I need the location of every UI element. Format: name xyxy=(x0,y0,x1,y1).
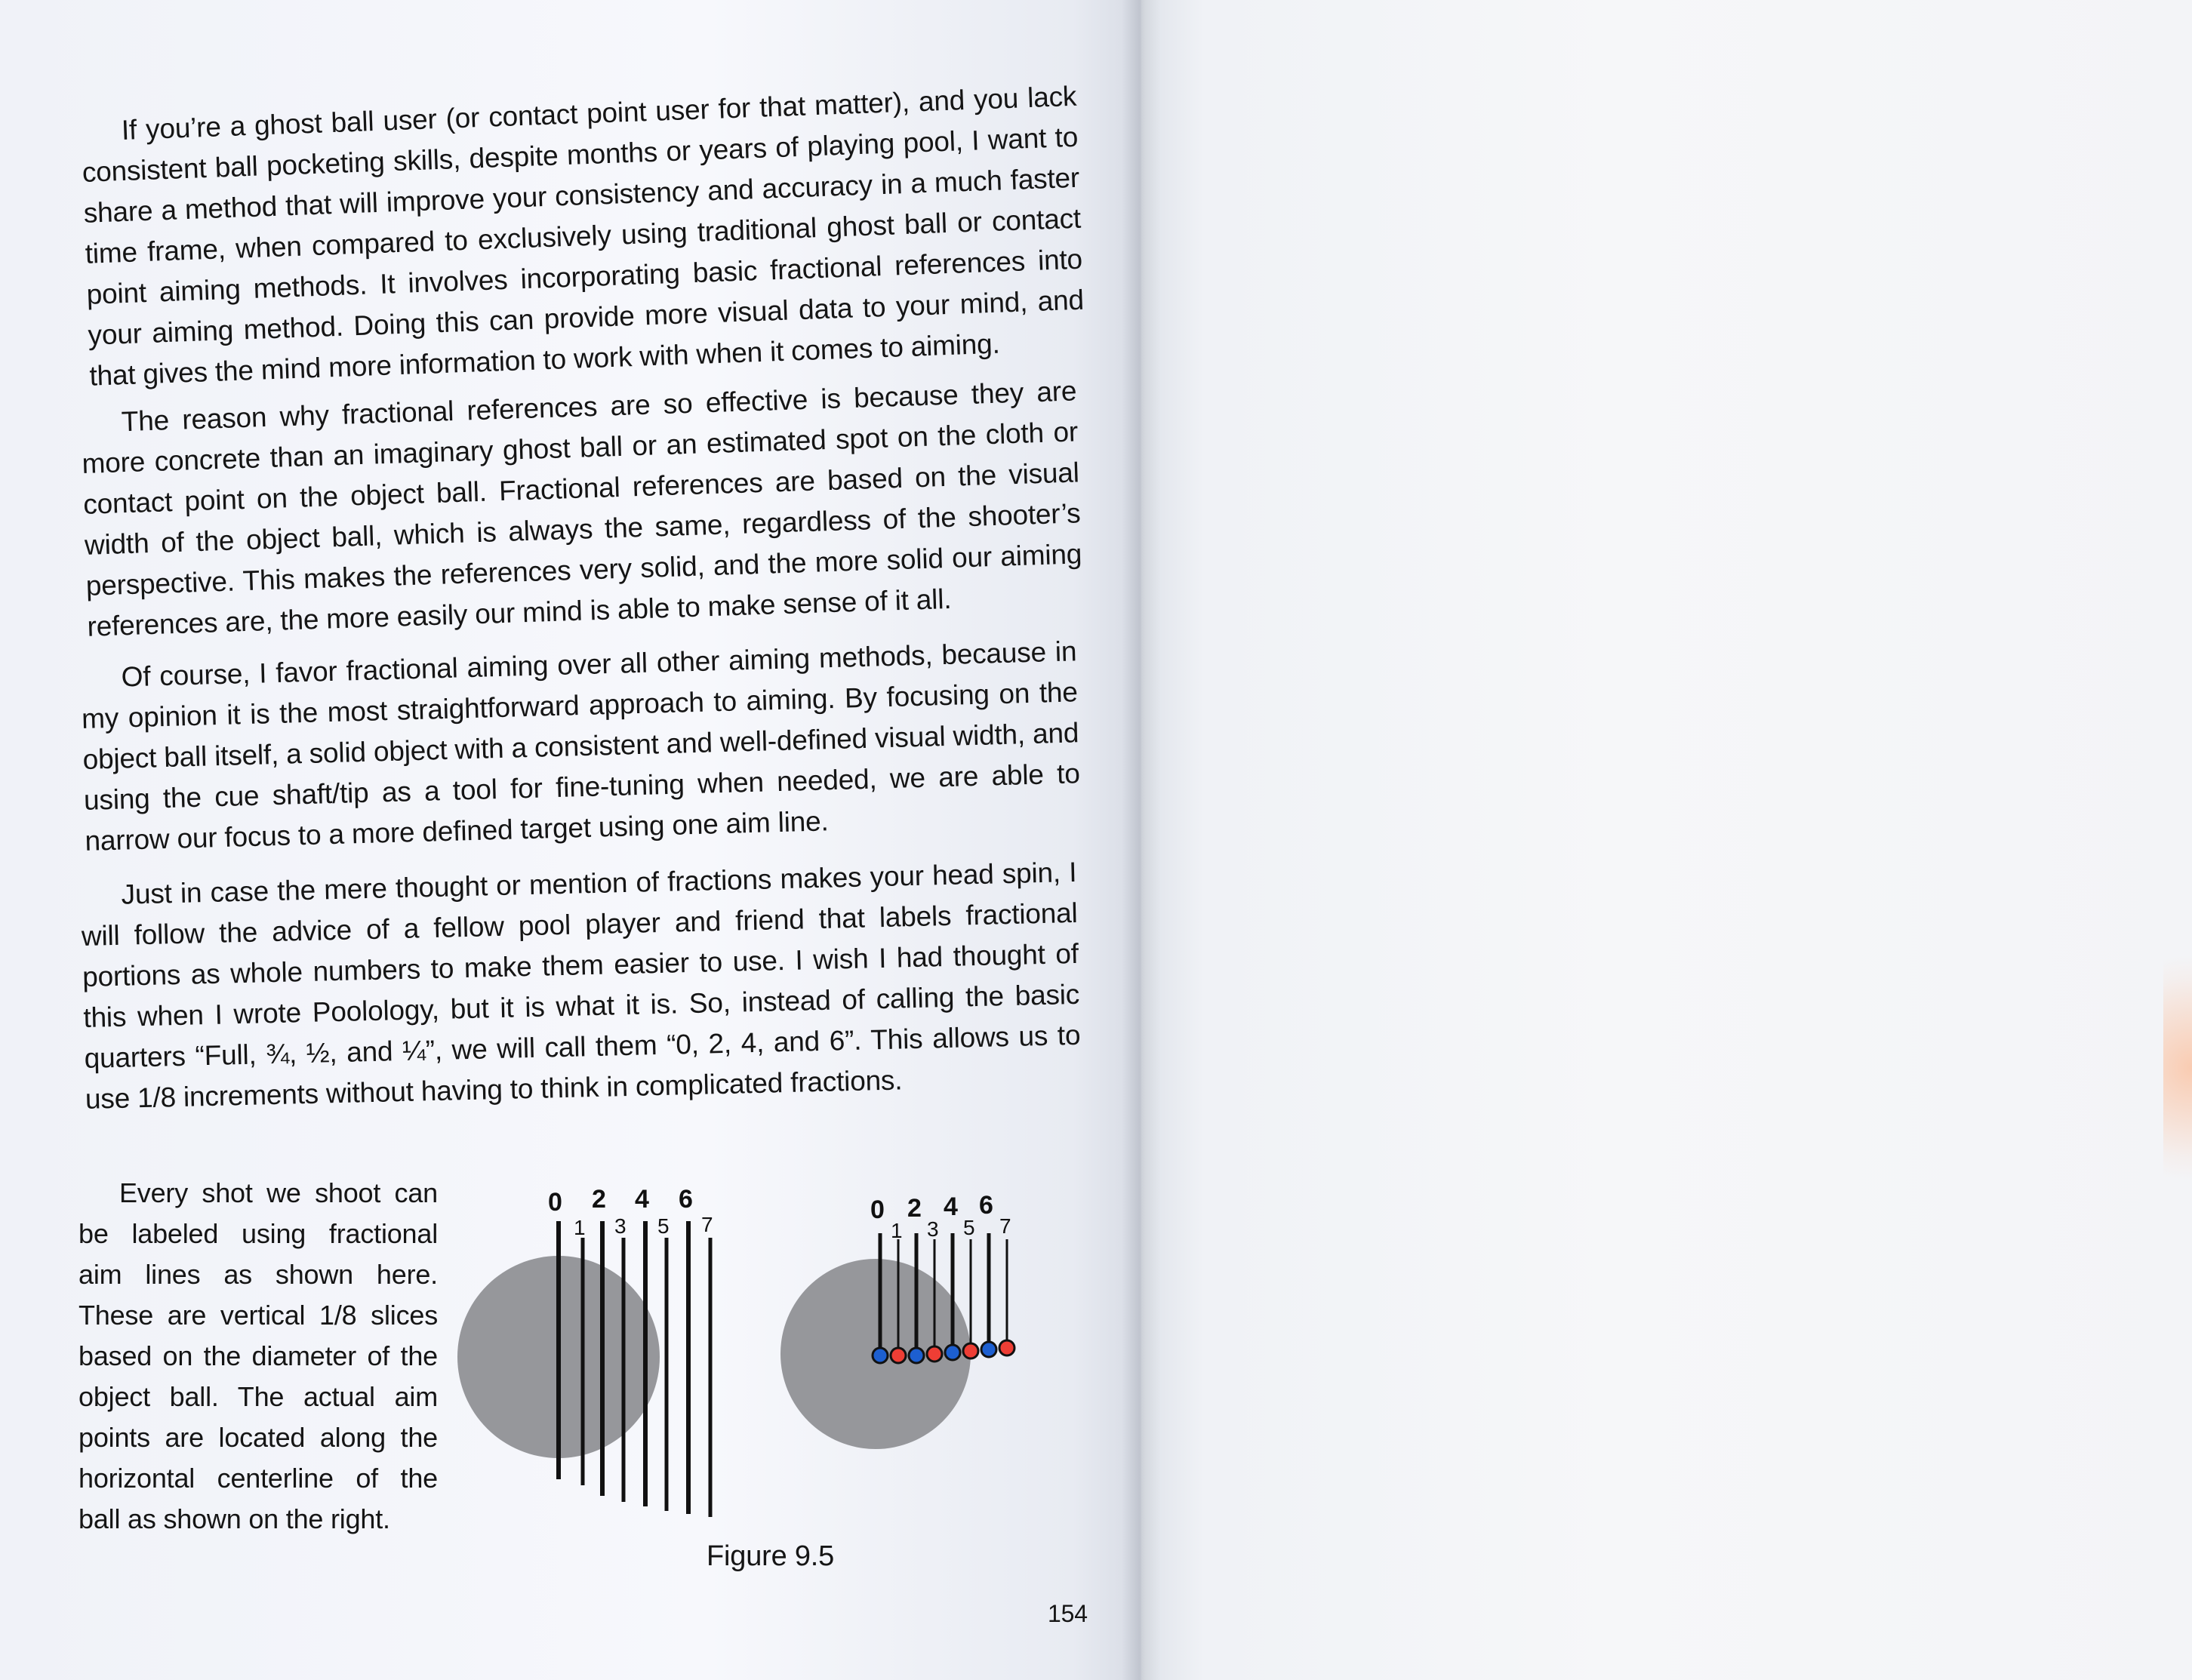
left-paragraph-2-text: The reason why fractional references are so effective is because they are more concrete than an imaginary ghost ball or an estimated spot on the cloth or contact point on the object ball. Fractional references are based on the visual width of the object ball, which is always the same, regardless of the shooter’s perspective. This makes the references very solid, and the more solid our aiming references are, the more easily our mind is able to make sense of it all. xyxy=(81,375,1082,642)
aim-point-6 xyxy=(981,1342,996,1357)
left-paragraph-1 xyxy=(80,76,1086,397)
right-minor-label-7: 7 xyxy=(999,1214,1011,1238)
figure-explanation xyxy=(79,1173,438,1540)
aim-point-2 xyxy=(909,1348,924,1363)
left-major-label-0: 0 xyxy=(548,1188,562,1217)
right-minor-label-3: 3 xyxy=(927,1217,939,1241)
aim-point-3 xyxy=(927,1346,942,1362)
left-paragraph-1-text: If you’re a ghost ball user (or contact point user for that matter), and you lack consistent ball pocketing skills, despite months or years of playing pool, I want to share a method that will improve your consistency and accuracy in a much faster time frame, when compared to exclusively using traditional ghost ball or contact point aiming methods. It involves incorporating basic fractional references into your aiming method. Doing this can provide more visual data to your mind, and that gives the mind more information to work with when it comes to aiming. xyxy=(82,80,1085,392)
figure-title: Figure 9.5 xyxy=(707,1540,835,1572)
fractional-aim-diagram xyxy=(453,1176,1072,1568)
left-paragraph-3-text: Of course, I favor fractional aiming over all other aiming methods, because in my opinion it is the most straightforward approach to aiming. By focusing on the object ball itself, a solid object with a consistent and well-defined visual width, and using the cue shaft/tip as a tool for fine-tuning when needed, we are able to narrow our focus to a more defined target using one aim line. xyxy=(81,635,1081,857)
fractional-aim-figure xyxy=(453,1176,1072,1568)
right-page xyxy=(1141,0,2192,1680)
right-minor-label-5: 5 xyxy=(963,1216,975,1239)
right-object-ball-diagram xyxy=(780,1191,1014,1449)
left-minor-label-3: 3 xyxy=(614,1214,627,1238)
aim-point-4 xyxy=(945,1345,960,1360)
left-paragraph-4-text: Just in case the mere thought or mention of fractions makes your head spin, I will follow the advice of a fellow pool player and friend that labels fractional portions as whole numbers to make them easier to use. I wish I had thought of this when I wrote Poolology, but it is what it is. So, instead of calling the basic quarters “Full, ¾, ½, and ¼”, we will call them “0, 2, 4, and 6”. This allows us to use 1/8 increments without having to think in complicated fractions. xyxy=(81,856,1081,1115)
right-minor-label-1: 1 xyxy=(891,1219,903,1242)
figure-explanation-text: Every shot we shoot can be labeled using fractional aim lines as shown here. These are vertical 1/8 slices based on the diameter of the object ball. The actual aim points are located along the horizontal centerline of the ball as shown on the right. xyxy=(79,1177,438,1534)
left-paragraph-2 xyxy=(80,371,1084,647)
aim-point-0 xyxy=(873,1348,888,1363)
left-paragraph-4 xyxy=(80,852,1082,1120)
left-paragraph-3 xyxy=(80,631,1082,862)
left-page-number: 154 xyxy=(1048,1600,1088,1627)
aim-point-1 xyxy=(891,1348,906,1363)
left-object-ball-diagram xyxy=(457,1185,713,1517)
left-major-label-6: 6 xyxy=(679,1185,693,1214)
aim-point-7 xyxy=(999,1340,1014,1355)
right-major-label-4: 4 xyxy=(944,1192,958,1221)
aim-point-5 xyxy=(963,1343,978,1358)
right-major-label-2: 2 xyxy=(907,1194,922,1223)
left-minor-label-5: 5 xyxy=(657,1214,670,1238)
right-major-label-6: 6 xyxy=(979,1191,993,1220)
right-major-label-0: 0 xyxy=(870,1195,885,1224)
left-minor-label-7: 7 xyxy=(701,1213,713,1236)
left-major-label-4: 4 xyxy=(635,1185,649,1214)
left-minor-label-1: 1 xyxy=(574,1216,586,1239)
left-major-label-2: 2 xyxy=(592,1185,606,1214)
